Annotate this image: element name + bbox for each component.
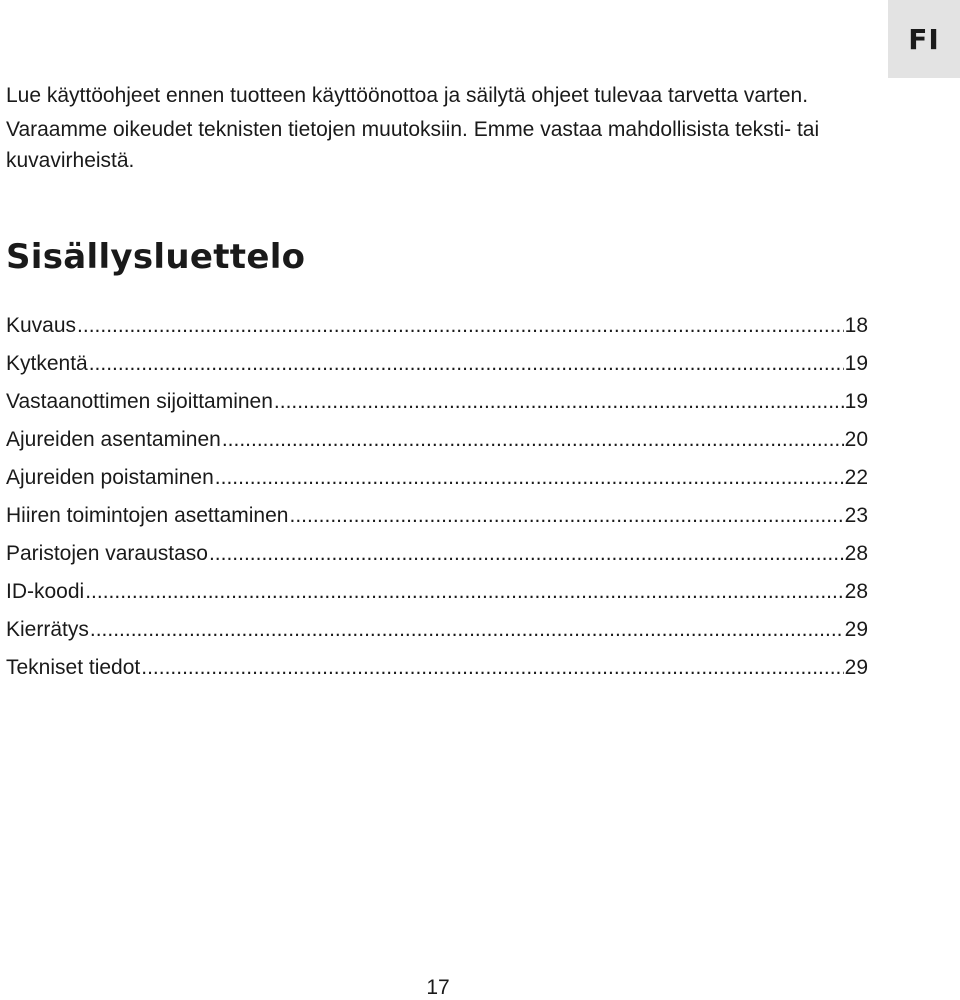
toc-dot-leader xyxy=(209,537,844,571)
toc-dot-leader xyxy=(222,423,844,457)
toc-dot-leader xyxy=(289,499,843,533)
toc-dot-leader xyxy=(77,309,844,343)
toc-entry-label: Paristojen varaustaso xyxy=(6,542,208,565)
language-tab: FI xyxy=(888,0,960,78)
toc-entry[interactable] xyxy=(6,575,868,613)
toc-dot-leader xyxy=(89,347,844,381)
toc-entry-page: 22 xyxy=(844,466,868,489)
toc-entry-page: 28 xyxy=(844,580,868,603)
intro-paragraph: Varaamme oikeudet teknisten tietojen muutoksiin. Emme vastaa mahdollisista teksti- tai kuvavirheistä. xyxy=(6,118,820,172)
toc-entry-label: Hiiren toimintojen asettaminen xyxy=(6,504,289,527)
toc-entry-label: Ajureiden poistaminen xyxy=(6,466,214,489)
toc-dot-leader xyxy=(215,461,844,495)
toc-entry[interactable] xyxy=(6,613,868,651)
toc-entry-page: 29 xyxy=(844,656,868,679)
toc-entry-label: Tekniset tiedot xyxy=(6,656,141,679)
toc-entry-page: 20 xyxy=(844,428,868,451)
toc-entry[interactable] xyxy=(6,309,868,347)
toc-entry-page: 23 xyxy=(844,504,868,527)
toc-entry-page: 19 xyxy=(844,352,868,375)
toc-entry[interactable] xyxy=(6,385,868,423)
toc-entry-page: 18 xyxy=(844,314,868,337)
toc-entry-page: 29 xyxy=(844,618,868,641)
toc-entry-label: Ajureiden asentaminen xyxy=(6,428,221,451)
toc-entry[interactable] xyxy=(6,347,868,385)
toc-title: Sisällysluettelo xyxy=(6,237,306,277)
toc-entry[interactable] xyxy=(6,461,868,499)
toc-entry[interactable] xyxy=(6,651,868,689)
toc-dot-leader xyxy=(90,613,844,647)
table-of-contents xyxy=(6,309,868,689)
page-number: 17 xyxy=(426,976,450,999)
toc-entry-label: Kuvaus xyxy=(6,314,77,337)
toc-entry-label: Vastaanottimen sijoittaminen xyxy=(6,390,273,413)
toc-entry[interactable] xyxy=(6,499,868,537)
toc-dot-leader xyxy=(85,575,843,609)
toc-dot-leader xyxy=(274,385,844,419)
toc-entry-page: 28 xyxy=(844,542,868,565)
toc-entry[interactable] xyxy=(6,423,868,461)
intro-paragraph: Lue käyttöohjeet ennen tuotteen käyttöönottoa ja säilytä ohjeet tulevaa tarvetta varten. xyxy=(6,84,809,107)
toc-dot-leader xyxy=(141,651,843,685)
toc-entry-page: 19 xyxy=(844,390,868,413)
intro-text xyxy=(6,80,876,176)
toc-entry-label: Kierrätys xyxy=(6,618,89,641)
toc-entry-label: Kytkentä xyxy=(6,352,88,375)
toc-entry[interactable] xyxy=(6,537,868,575)
toc-entry-label: ID-koodi xyxy=(6,580,85,603)
